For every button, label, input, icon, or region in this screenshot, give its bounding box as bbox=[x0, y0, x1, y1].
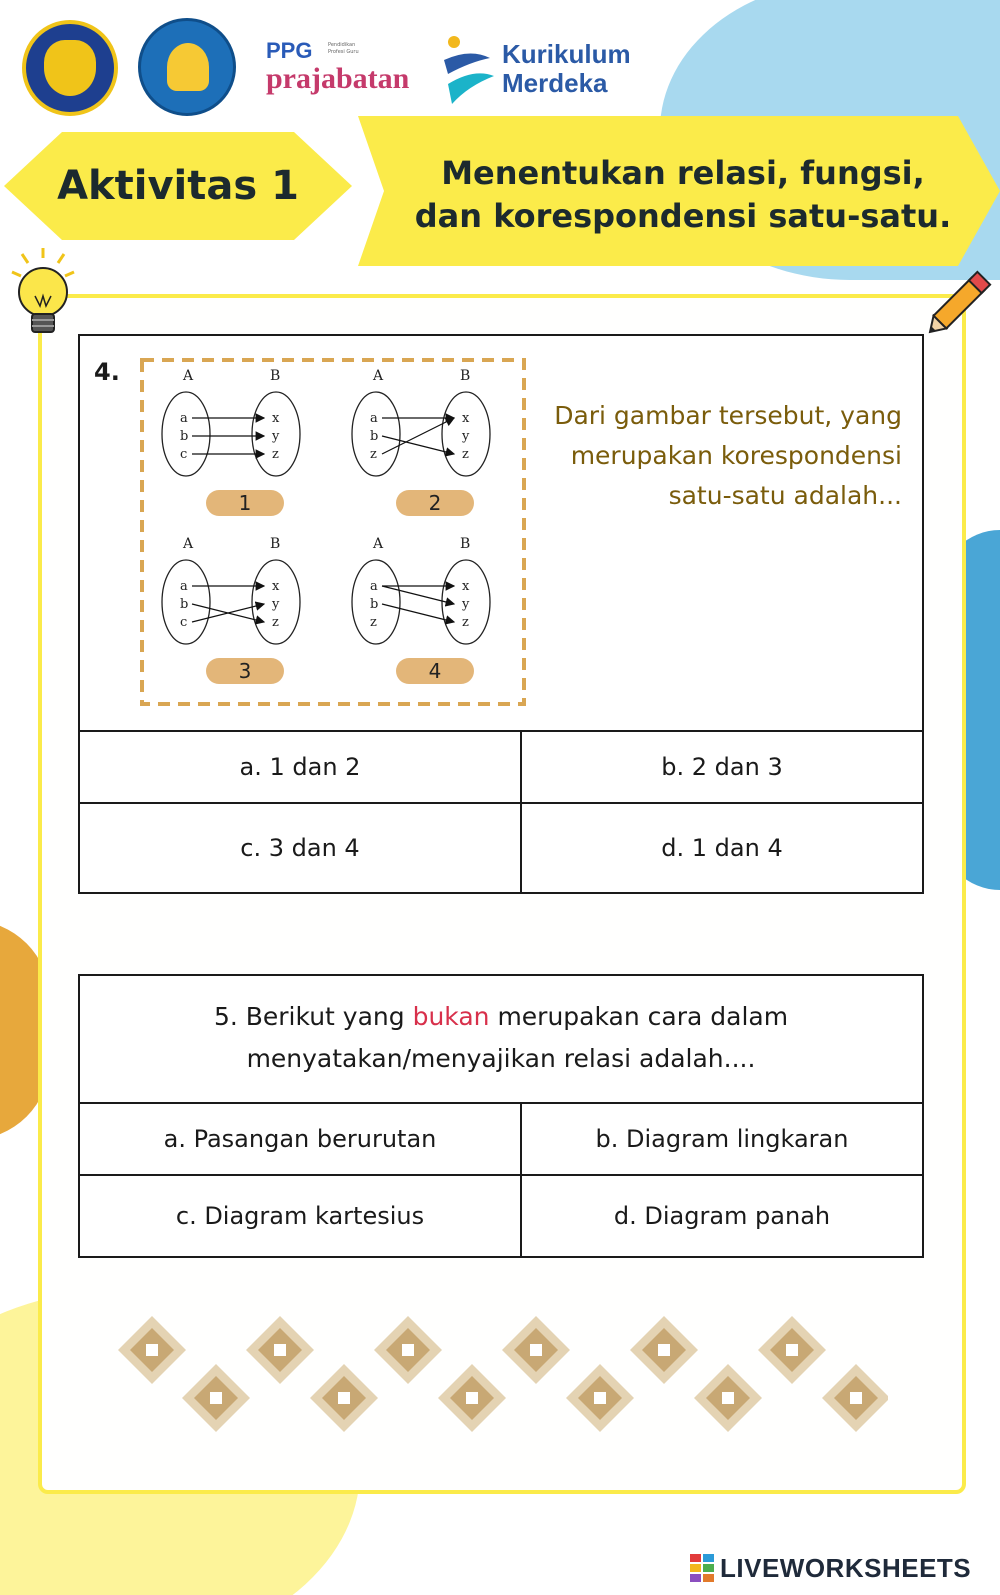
question-5-part-1: 5. Berikut yang bbox=[213, 1002, 413, 1031]
set-a-element: z bbox=[370, 447, 377, 462]
set-b-element: x bbox=[462, 411, 470, 426]
question-4-line-1: Dari gambar tersebut, yang bbox=[554, 401, 902, 430]
q5-option-b[interactable]: b. Diagram lingkaran bbox=[595, 1125, 849, 1153]
university-seal-icon bbox=[22, 20, 118, 116]
q4-option-c[interactable]: c. 3 dan 4 bbox=[80, 802, 522, 892]
set-a-element: b bbox=[370, 597, 379, 612]
title-line-2: dan korespondensi satu-satu. bbox=[414, 197, 952, 235]
ppg-label: PPG bbox=[266, 38, 313, 63]
ornament-center bbox=[210, 1392, 222, 1404]
question-5-box bbox=[78, 974, 924, 1258]
set-b-label: B bbox=[270, 536, 281, 552]
set-a-element: a bbox=[370, 579, 378, 594]
set-a-element: a bbox=[180, 579, 188, 594]
set-a-element: b bbox=[180, 429, 189, 444]
diagram-number-label: 1 bbox=[238, 491, 252, 515]
question-4-line-2: merupakan korespondensi bbox=[570, 441, 902, 470]
liveworksheets-watermark bbox=[690, 1548, 971, 1588]
liveworksheets-label: LIVEWORKSHEETS bbox=[720, 1552, 972, 1583]
ornament-center bbox=[658, 1344, 670, 1356]
set-a-element: c bbox=[180, 615, 188, 630]
question-5-part-2: merupakan cara dalam bbox=[489, 1002, 789, 1031]
set-a-element: b bbox=[370, 429, 379, 444]
q4-option-b[interactable]: b. 2 dan 3 bbox=[661, 753, 783, 781]
set-a-element: a bbox=[370, 411, 378, 426]
set-b-element: y bbox=[462, 429, 470, 444]
kurikulum-label: Kurikulum bbox=[502, 39, 631, 69]
set-b-element: z bbox=[272, 615, 279, 630]
question-5-options bbox=[80, 1102, 922, 1256]
q5-option-c[interactable]: c. Diagram kartesius bbox=[80, 1174, 522, 1256]
q5-option-a[interactable]: a. Pasangan berurutan bbox=[80, 1104, 522, 1174]
set-b-element: z bbox=[272, 447, 279, 462]
set-b-element: z bbox=[462, 615, 469, 630]
tut-wuri-handayani-icon bbox=[138, 18, 236, 116]
q4-option-a[interactable]: a. 1 dan 2 bbox=[80, 732, 522, 802]
set-b-element: y bbox=[462, 597, 470, 612]
set-b-label: B bbox=[270, 368, 281, 384]
set-b-element: y bbox=[272, 429, 280, 444]
ornament-center bbox=[402, 1344, 414, 1356]
ppg-prajabatan-label: prajabatan bbox=[266, 62, 410, 95]
set-a-element: z bbox=[370, 615, 377, 630]
ornament-center bbox=[274, 1344, 286, 1356]
ornament-center bbox=[530, 1344, 542, 1356]
kurikulum-merdeka-logo bbox=[440, 34, 660, 108]
set-b-element: x bbox=[272, 579, 280, 594]
set-a-label: A bbox=[183, 368, 194, 384]
set-a-element: b bbox=[180, 597, 189, 612]
ornament-center bbox=[786, 1344, 798, 1356]
set-b-label: B bbox=[460, 536, 471, 552]
ornament-center bbox=[146, 1344, 158, 1356]
batik-ornament bbox=[118, 1310, 888, 1440]
set-b-element: x bbox=[272, 411, 280, 426]
question-4-number: 4. bbox=[94, 358, 120, 386]
merdeka-label: Merdeka bbox=[502, 68, 608, 98]
ornament-center bbox=[850, 1392, 862, 1404]
ornament-center bbox=[594, 1392, 606, 1404]
set-a-label: A bbox=[183, 536, 194, 552]
question-5-line-2: menyatakan/menyajikan relasi adalah.... bbox=[246, 1044, 756, 1073]
question-4-options bbox=[80, 730, 922, 892]
pencil-icon bbox=[918, 262, 1000, 344]
set-b-label: B bbox=[460, 368, 471, 384]
ornament-center bbox=[466, 1392, 478, 1404]
diagram-number-label: 4 bbox=[428, 659, 442, 683]
activity-label: Aktivitas 1 bbox=[57, 163, 299, 209]
question-5-text bbox=[90, 996, 912, 1080]
set-b-element: z bbox=[462, 447, 469, 462]
ppg-prajabatan-logo bbox=[266, 38, 426, 108]
ornament-center bbox=[722, 1392, 734, 1404]
question-5-highlight: bukan bbox=[412, 1002, 490, 1031]
ornament-center bbox=[338, 1392, 350, 1404]
liveworksheets-icon bbox=[690, 1554, 714, 1582]
light-bulb-icon bbox=[10, 246, 76, 338]
title-line-1: Menentukan relasi, fungsi, bbox=[441, 154, 925, 192]
set-a-label: A bbox=[373, 368, 384, 384]
title-banner bbox=[358, 116, 1000, 266]
diagram-number-label: 3 bbox=[238, 659, 252, 683]
set-a-element: c bbox=[180, 447, 188, 462]
ppg-subtitle: Pendidikan Profesi Guru bbox=[328, 42, 359, 55]
kurikulum-merdeka-icon bbox=[440, 34, 496, 108]
arrow-diagrams-figure bbox=[140, 358, 526, 706]
diagram-number-label: 2 bbox=[428, 491, 442, 515]
q4-option-d[interactable]: d. 1 dan 4 bbox=[522, 802, 922, 892]
set-b-element: x bbox=[462, 579, 470, 594]
set-a-label: A bbox=[373, 536, 384, 552]
question-4-box bbox=[78, 334, 924, 894]
activity-badge bbox=[4, 132, 352, 240]
set-a-element: a bbox=[180, 411, 188, 426]
question-4-line-3: satu-satu adalah... bbox=[668, 481, 902, 510]
q5-option-d[interactable]: d. Diagram panah bbox=[522, 1174, 922, 1256]
set-b-element: y bbox=[272, 597, 280, 612]
